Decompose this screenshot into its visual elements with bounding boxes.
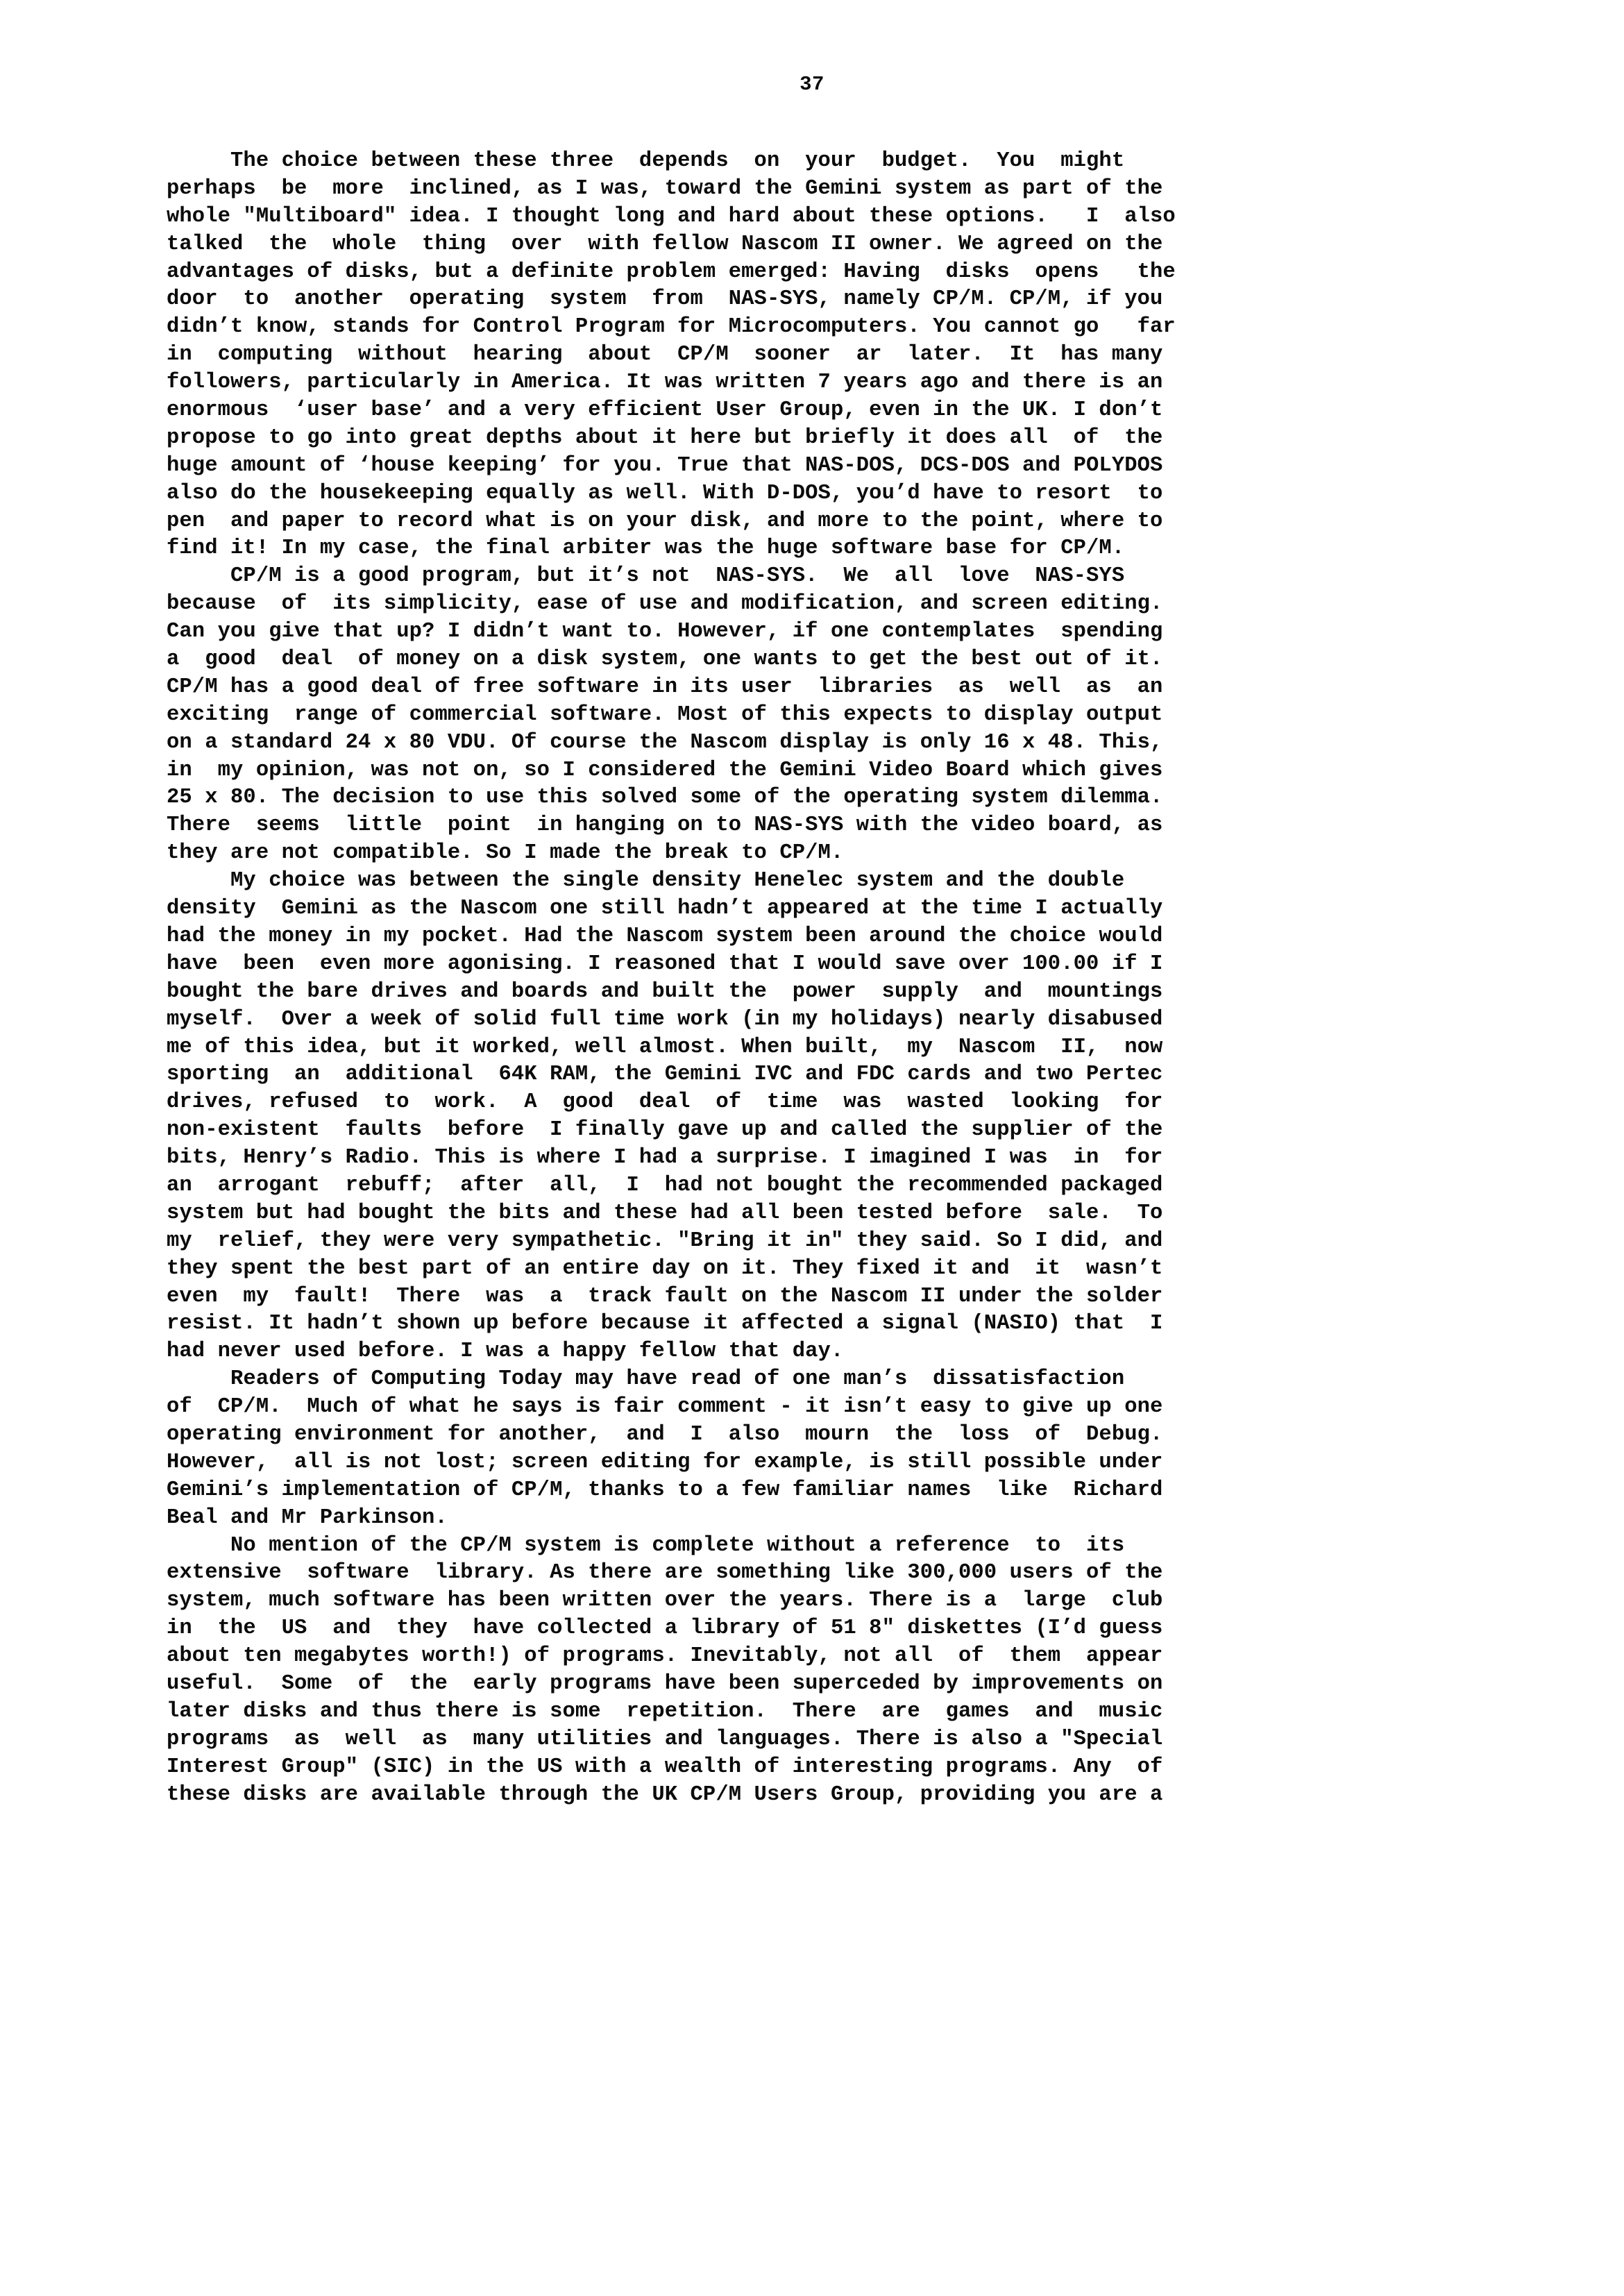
text-line: Readers of Computing Today may have read of one man’s dissatisfaction [167, 1367, 1125, 1392]
text-line: have been even more agonising. I reasoned that I would save over 100.00 if I [167, 952, 1163, 976]
text-line: had the money in my pocket. Had the Nascom system been around the choice would [167, 924, 1163, 948]
text-line: whole "Multiboard" idea. I thought long and hard about these options. I also [167, 204, 1176, 228]
text-line: in my opinion, was not on, so I considered the Gemini Video Board which gives [167, 758, 1163, 782]
text-line: system, much software has been written over the years. There is a large club [167, 1589, 1163, 1613]
text-line: 25 x 80. The decision to use this solved some of the operating system dilemma. [167, 786, 1163, 810]
text-line: Gemini’s implementation of CP/M, thanks to a few familiar names like Richard [167, 1478, 1163, 1502]
text-line: talked the whole thing over with fellow Nascom II owner. We agreed on the [167, 232, 1163, 256]
text-line: drives, refused to work. A good deal of time was wasted looking for [167, 1090, 1163, 1115]
text-line: No mention of the CP/M system is complete without a reference to its [167, 1533, 1125, 1558]
text-line: followers, particularly in America. It was written 7 years ago and there is an [167, 371, 1163, 395]
text-line: exciting range of commercial software. Most of this expects to display output [167, 702, 1163, 727]
text-line: However, all is not lost; screen editing for example, is still possible under [167, 1450, 1163, 1474]
text-line: operating environment for another, and I also mourn the loss of Debug. [167, 1422, 1163, 1446]
text-line: pen and paper to record what is on your disk, and more to the point, where to [167, 509, 1163, 533]
paragraph [167, 868, 1457, 1366]
text-line: CP/M is a good program, but it’s not NAS-SYS. We all love NAS-SYS [167, 564, 1125, 589]
text-line: my relief, they were very sympathetic. "Bring it in" they said. So I did, and [167, 1229, 1163, 1253]
text-line: There seems little point in hanging on to NAS-SYS with the video board, as [167, 813, 1163, 838]
text-line: me of this idea, but it worked, well almost. When built, my Nascom II, now [167, 1035, 1163, 1059]
text-line: even my fault! There was a track fault on the Nascom II under the solder [167, 1284, 1163, 1308]
text-line: later disks and thus there is some repetition. There are games and music [167, 1699, 1163, 1723]
text-line: they are not compatible. So I made the break to CP/M. [167, 841, 844, 866]
text-line: didn’t know, stands for Control Program for Microcomputers. You cannot go far [167, 315, 1176, 339]
text-line: system but had bought the bits and these had all been tested before sale. To [167, 1201, 1163, 1225]
text-line: also do the housekeeping equally as well. With D-DOS, you’d have to resort to [167, 481, 1163, 505]
text-line: advantages of disks, but a definite problem emerged: Having disks opens the [167, 260, 1176, 284]
text-line: bought the bare drives and boards and built the power supply and mountings [167, 979, 1163, 1004]
text-line: propose to go into great depths about it here but briefly it does all of the [167, 425, 1163, 450]
text-line: non-existent faults before I finally gave up and called the supplier of the [167, 1118, 1163, 1142]
text-line: Interest Group" (SIC) in the US with a wealth of interesting programs. Any of [167, 1755, 1163, 1779]
text-line: find it! In my case, the final arbiter was the huge software base for CP/M. [167, 537, 1125, 561]
paragraph [167, 1533, 1457, 1809]
text-line: they spent the best part of an entire day on it. They fixed it and it wasn’t [167, 1256, 1163, 1281]
text-line: perhaps be more inclined, as I was, toward the Gemini system as part of the [167, 176, 1163, 201]
text-line: The choice between these three depends on your budget. You might [167, 149, 1125, 173]
text-line: had never used before. I was a happy fellow that day. [167, 1340, 844, 1364]
text-line: Can you give that up? I didn’t want to. However, if one contemplates spending [167, 620, 1163, 644]
text-line: on a standard 24 x 80 VDU. Of course the Nascom display is only 16 x 48. This, [167, 730, 1163, 754]
text-line: door to another operating system from NAS-SYS, namely CP/M. CP/M, if you [167, 287, 1163, 312]
text-line: a good deal of money on a disk system, one wants to get the best out of it. [167, 648, 1163, 672]
text-line: in computing without hearing about CP/M sooner ar later. It has many [167, 343, 1163, 367]
paragraph [167, 1366, 1457, 1532]
text-line: Beal and Mr Parkinson. [167, 1505, 448, 1530]
text-line: resist. It hadn’t shown up before because it affected a signal (NASIO) that I [167, 1312, 1163, 1336]
text-line: sporting an additional 64K RAM, the Gemini IVC and FDC cards and two Pertec [167, 1063, 1163, 1087]
text-line: enormous ‘user base’ and a very efficient User Group, even in the UK. I don’t [167, 398, 1163, 423]
text-line: huge amount of ‘house keeping’ for you. True that NAS-DOS, DCS-DOS and POLYDOS [167, 453, 1163, 478]
text-line: these disks are available through the UK CP/M Users Group, providing you are a [167, 1782, 1163, 1807]
paragraph [167, 563, 1457, 868]
text-line: density Gemini as the Nascom one still hadn’t appeared at the time I actually [167, 897, 1163, 921]
text-line: an arrogant rebuff; after all, I had not bought the recommended packaged [167, 1173, 1163, 1197]
text-line: extensive software library. As there are something like 300,000 users of the [167, 1561, 1163, 1585]
page-number: 37 [800, 73, 824, 96]
text-line: in the US and they have collected a library of 51 8" diskettes (I’d guess [167, 1617, 1163, 1641]
text-line: because of its simplicity, ease of use and modification, and screen editing. [167, 592, 1163, 616]
paragraph [167, 148, 1457, 563]
text-line: My choice was between the single density Henelec system and the double [167, 869, 1125, 893]
text-line: useful. Some of the early programs have been superceded by improvements on [167, 1671, 1163, 1696]
text-line: of CP/M. Much of what he says is fair comment - it isn’t easy to give up one [167, 1395, 1163, 1419]
text-line: CP/M has a good deal of free software in its user libraries as well as an [167, 675, 1163, 699]
text-line: programs as well as many utilities and languages. There is also a "Special [167, 1727, 1163, 1751]
text-line: about ten megabytes worth!) of programs. Inevitably, not all of them appear [167, 1644, 1163, 1669]
text-line: bits, Henry’s Radio. This is where I had a surprise. I imagined I was in for [167, 1146, 1163, 1170]
text-line: myself. Over a week of solid full time work (in my holidays) nearly disabused [167, 1007, 1163, 1031]
document-body [167, 148, 1457, 1809]
